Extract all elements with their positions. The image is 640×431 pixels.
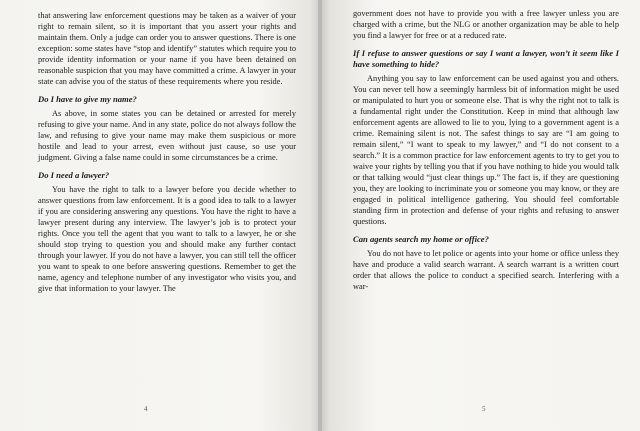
heading-need-lawyer: Do I need a lawyer?	[38, 170, 110, 180]
heading-give-name: Do I have to give my name?	[38, 94, 137, 104]
right-opening-paragraph: government does not have to provide you with a free lawyer unless you are charged with a crime, but the NLG or another organization may be able to help you find a lawyer for free or at a reduced rate.	[353, 9, 619, 40]
left-opening-paragraph: that answering law enforcement questions may be taken as a waiver of your right to remain silent, so it is important that you assert your rights and maintain them. Only a judge can order you to answer questions. There is one exception: some states have “stop and identify” statutes which require you to provide identity information or your name if you have been detained on reasonable suspicion that you may have committed a crime. A lawyer in your state can advise you of the status of these requirements where you reside.	[38, 11, 296, 86]
left-text-column	[38, 10, 296, 294]
right-text-column	[353, 8, 619, 292]
page-number-right: 5	[482, 405, 486, 413]
heading-search-home: Can agents search my home or office?	[353, 234, 489, 244]
paragraph-give-name: As above, in some states you can be detained or arrested for merely refusing to give your name. And in any state, police do not always follow the law, and refusing to give your name may make them suspicious or more hostile and lead to your arrest, even without just cause, so use your judgment. Giving a false name could in some circumstances be a crime.	[38, 109, 296, 162]
book-gutter	[318, 0, 322, 431]
paragraph-refuse-answer: Anything you say to law enforcement can be used against you and others. You can never tell how a seemingly harmless bit of information might be used or manipulated to hurt you or someone else. That is why the right not to talk is a fundamental right under the Constitution. Keep in mind that although law enforcement agents are allowed to lie to you, lying to a government agent is a crime. Remaining silent is not. The safest things to say are “I am going to remain silent,” “I want to speak to my lawyer,” and “I do not consent to a search.” It is a common practice for law enforcement agents to try to get you to waive your rights by telling you that if you have nothing to hide you would talk or that talking would “just clear things up.” The fact is, if they are questioning you, they are looking to incriminate you or someone you may know, or they are engaged in political intelligence gathering. You should feel comfortable standing firm in protection and defense of your rights and refusing to answer questions.	[353, 74, 619, 226]
paragraph-search-home: You do not have to let police or agents into your home or office unless they have and produce a valid search warrant. A search warrant is a written court order that allows the police to conduct a specified search. Interfering with a war-	[353, 249, 619, 291]
right-page	[320, 0, 640, 431]
page-number-left: 4	[144, 405, 148, 413]
paragraph-need-lawyer: You have the right to talk to a lawyer before you decide whether to answer questions from law enforcement. It is a good idea to talk to a lawyer if you are considering answering any questions. You have the right to have a lawyer present during any interview. The lawyer’s job is to protect your rights. Once you tell the agent that you want to talk to a lawyer, he or she should stop trying to question you and should make any further contact through your lawyer. If you do not have a lawyer, you can still tell the officer you want to speak to one before answering questions. Remember to get the name, agency and telephone number of any investigator who visits you, and give that information to your lawyer. The	[38, 185, 296, 293]
heading-refuse-answer: If I refuse to answer questions or say I want a lawyer, won’t it seem like I have something to hide?	[353, 48, 619, 69]
